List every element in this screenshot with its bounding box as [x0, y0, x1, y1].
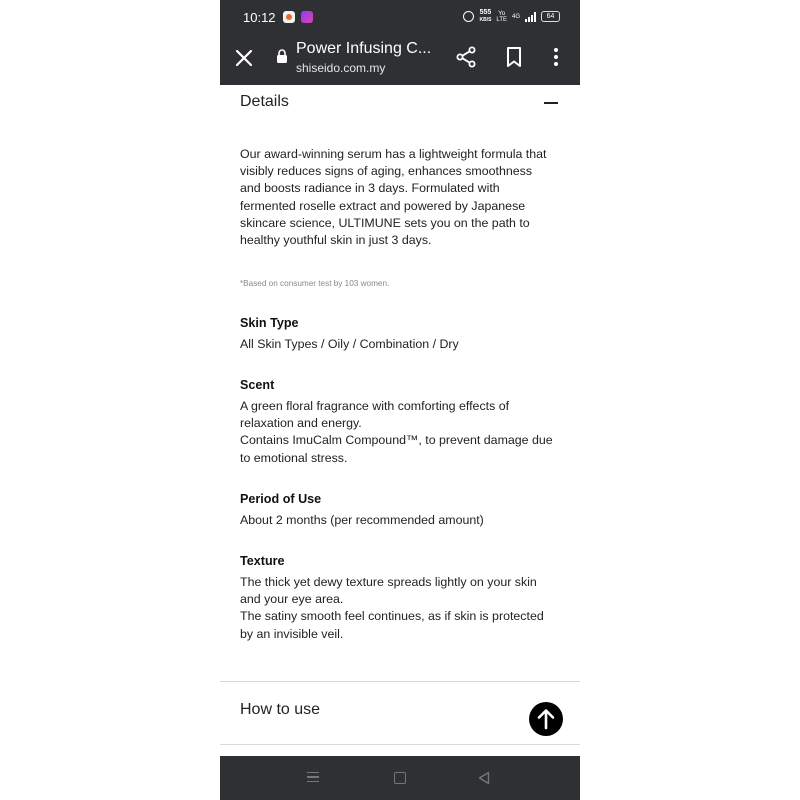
status-time: 10:12	[243, 10, 276, 25]
spec-label: Texture	[240, 554, 285, 568]
page-domain: shiseido.com.my	[296, 61, 386, 75]
app-notification-icon-2	[301, 11, 313, 23]
spec-period-of-use	[240, 491, 560, 529]
home-button[interactable]	[394, 772, 406, 784]
back-triangle-icon	[478, 771, 490, 785]
more-menu-button[interactable]	[546, 45, 566, 69]
recent-apps-button[interactable]	[307, 772, 319, 782]
status-icons	[463, 9, 560, 24]
browser-toolbar	[220, 34, 580, 85]
page-content	[220, 85, 580, 756]
close-button[interactable]	[232, 46, 256, 70]
page-title: Power Infusing C...	[296, 40, 432, 57]
volte-top: Yo	[498, 10, 506, 17]
close-icon	[232, 46, 256, 70]
section-divider	[220, 744, 580, 745]
more-vertical-icon	[546, 45, 566, 69]
volte-indicator	[496, 11, 507, 23]
product-description: Our award-winning serum has a lightweight formula that visibly reduces signs of aging, enhances smoothness and boosts radiance in 3 days. Formulated with fermented roselle extract and powered by Japanese skincare science, ULTIMUNE sets you on the path to healthy youthful skin in just 3 days.	[240, 147, 547, 248]
alarm-icon	[463, 11, 474, 22]
signal-icon	[525, 12, 536, 22]
spec-label: Scent	[240, 378, 275, 392]
spec-skin-type	[240, 315, 560, 353]
how-to-use-section-header[interactable]: How to use	[240, 701, 321, 718]
app-notification-icon	[283, 11, 295, 23]
lock-icon	[276, 49, 288, 63]
spec-texture	[240, 553, 560, 643]
bookmark-icon	[503, 45, 525, 69]
spec-value: The thick yet dewy texture spreads lightly on your skin and your eye area. The satiny smooth feel continues, as if skin is protected by an invisible veil.	[240, 575, 544, 641]
spec-scent	[240, 377, 560, 467]
battery-icon: 64	[541, 11, 560, 22]
network-speed-unit: KB/S	[479, 17, 492, 23]
scroll-to-top-button[interactable]	[529, 702, 563, 736]
spec-value: A green floral fragrance with comforting effects of relaxation and energy. Contains ImuCalm Compound™, to prevent damage due to emotional stress.	[240, 399, 553, 465]
spec-value: About 2 months (per recommended amount)	[240, 513, 484, 527]
share-button[interactable]	[454, 45, 478, 69]
section-divider	[220, 681, 580, 682]
arrow-up-icon	[529, 702, 563, 736]
share-icon	[454, 45, 478, 69]
phone-screen	[220, 0, 580, 800]
network-type: 4G	[511, 13, 520, 20]
spec-label: Skin Type	[240, 316, 299, 330]
minus-icon[interactable]	[544, 102, 558, 104]
back-button[interactable]	[478, 771, 490, 785]
spec-value: All Skin Types / Oily / Combination / Dry	[240, 337, 459, 351]
details-section-header[interactable]: Details	[240, 93, 289, 110]
bookmark-button[interactable]	[503, 45, 525, 69]
status-bar	[220, 0, 580, 34]
network-speed-value: 555	[479, 9, 492, 16]
consumer-test-footnote: *Based on consumer test by 103 women.	[240, 279, 390, 288]
spec-label: Period of Use	[240, 492, 322, 506]
system-navigation-bar	[220, 756, 580, 800]
volte-bottom: LTE	[496, 16, 507, 23]
network-speed	[479, 9, 491, 24]
